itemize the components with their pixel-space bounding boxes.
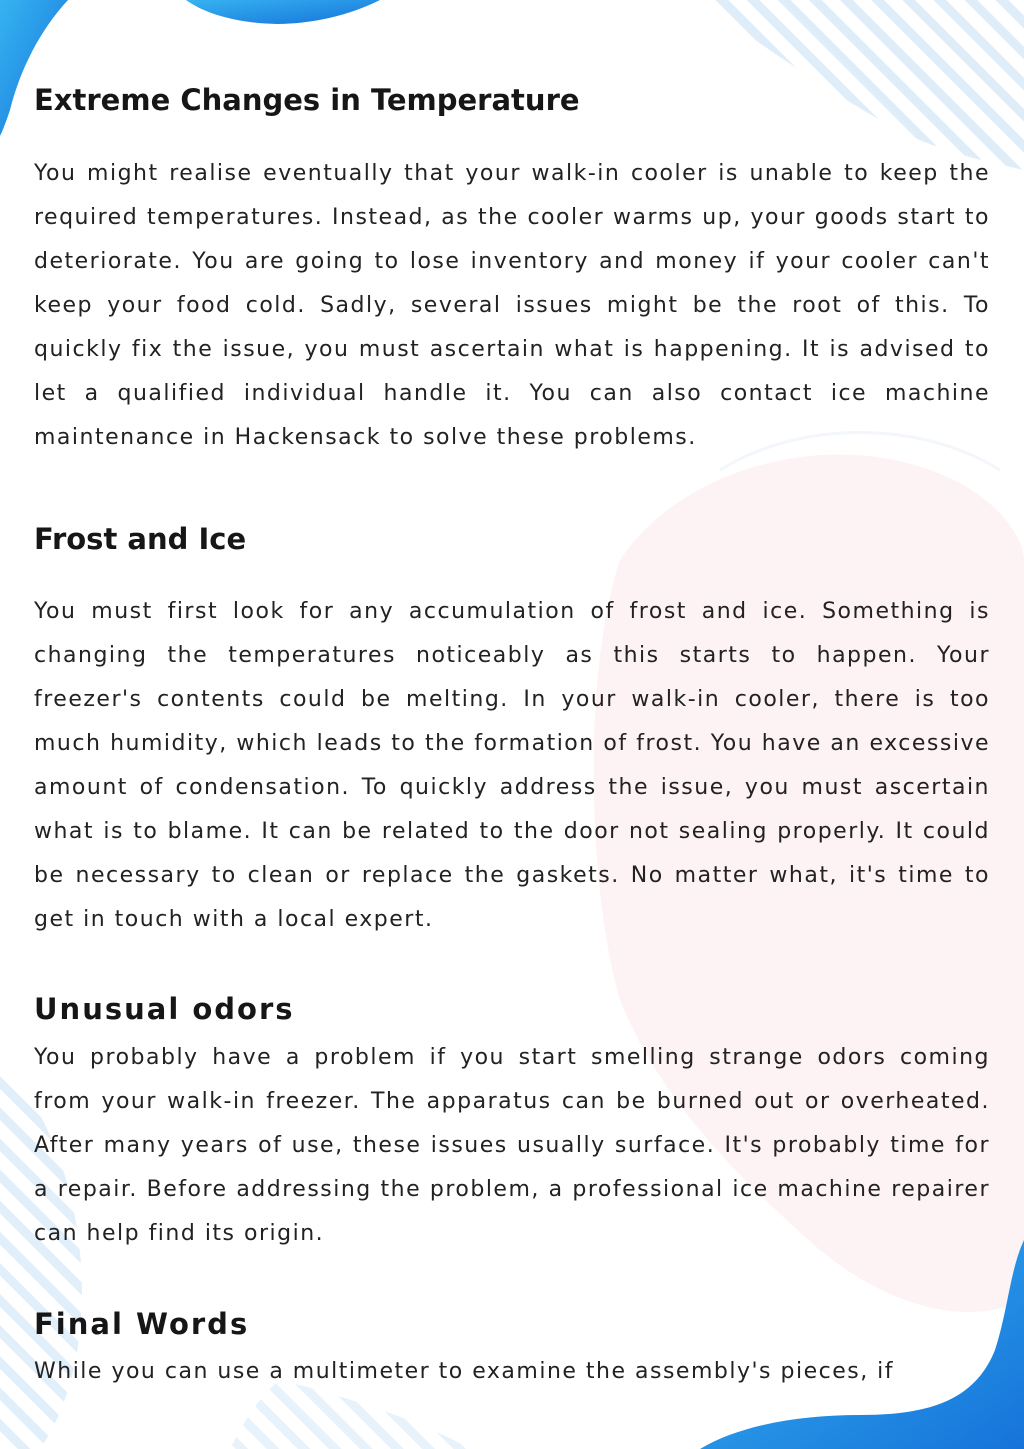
top-blob [186,0,380,24]
section-paragraph: While you can use a multimeter to examine the assembly's pieces, if [34,1359,895,1384]
section-paragraph: You might realise eventually that your walk-in cooler is unable to keep the required temperatures. Instead, as the cooler warms up, your goods start to deteriorate. You are going to lose inventory and money if your cooler can't keep your food cold. Sadly, several issues might be the root of this. To quickly fix the issue, you must ascertain what is happening. It is advised to let a qualified individual handle it. You can also contact ice machine maintenance in Hackensack to solve these problems. [34,161,990,450]
section-heading: Frost and Ice [34,522,247,556]
section-heading: Extreme Changes in Temperature [34,83,580,117]
top-right-stripes [700,0,1024,170]
section-heading: Unusual odors [34,992,295,1026]
section-paragraph: You probably have a problem if you start smelling strange odors coming from your walk-in freezer. The apparatus can be burned out or overheated. After many years of use, these issues usually surface. It's probably time for a repair. Before addressing the problem, a professional ice machine repairer can help find its origin. [34,1045,990,1246]
section-heading: Final Words [34,1307,250,1341]
section-paragraph: You must first look for any accumulation of frost and ice. Something is changing the temperatures noticeably as this starts to happen. Your freezer's contents could be melting. In your walk-in cooler, there is too much humidity, which leads to the formation of frost. You have an excessive amount of condensation. To quickly address the issue, you must ascertain what is to blame. It can be related to the door not sealing properly. It could be necessary to clean or replace the gaskets. No matter what, it's time to get in touch with a local expert. [34,599,990,932]
